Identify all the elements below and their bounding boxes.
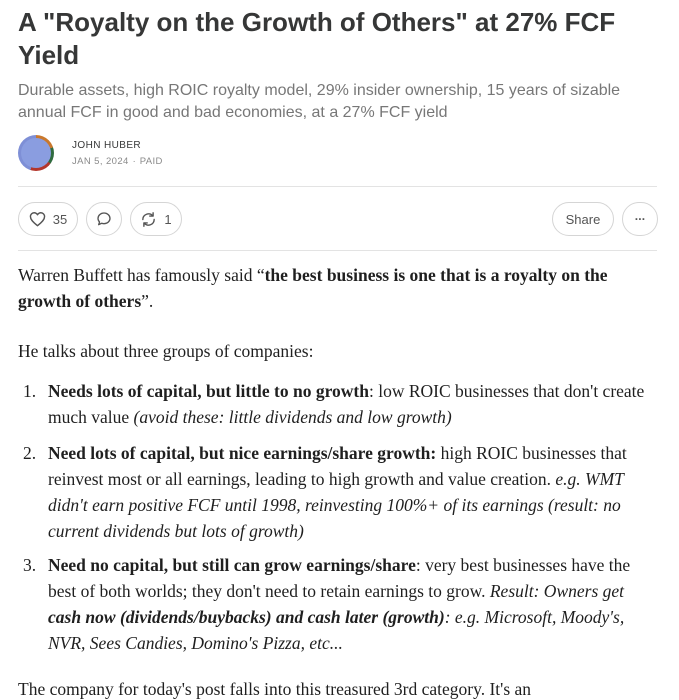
post-date: JAN 5, 2024 [72,156,129,167]
author-name[interactable]: JOHN HUBER [72,140,142,151]
restack-button[interactable] [130,202,182,236]
meta-separator: ∙ [132,156,136,167]
divider-top [18,186,657,187]
heart-icon [29,211,46,227]
groups-intro: He talks about three groups of companies: [18,341,314,361]
list-number: 2. [23,443,37,463]
restack-icon [140,211,157,228]
post-access-badge: PAID [139,156,163,167]
post-meta [72,156,163,167]
post-subtitle: Durable assets, high ROIC royalty model, 29% insider ownership, 15 years of sizable annual FCF in good and bad economies, at a 27% FCF yield [18,82,621,121]
author-avatar[interactable] [18,135,54,171]
more-icon: ··· [634,212,646,226]
like-button[interactable] [18,202,78,236]
comment-button[interactable] [86,202,122,236]
more-button[interactable] [622,202,658,236]
intro-paragraph: Warren Buffett has famously said “the best business is one that is a royalty on the growth of others”. [18,265,608,311]
divider-bottom [18,250,657,251]
list-number: 1. [23,381,37,401]
closing-paragraph: The company for today's post falls into this treasured 3rd category. It's an [18,679,532,699]
like-count: 35 [52,211,68,227]
post-title: A "Royalty on the Growth of Others" at 27% FCF Yield [18,7,616,70]
comment-icon [96,211,112,227]
byline [18,134,418,174]
restack-count: 1 [164,211,172,227]
buffett-quote: the best business is one that is a royalty on the growth of others [18,265,608,311]
share-button[interactable]: Share [552,202,614,236]
list-number: 3. [23,555,37,575]
